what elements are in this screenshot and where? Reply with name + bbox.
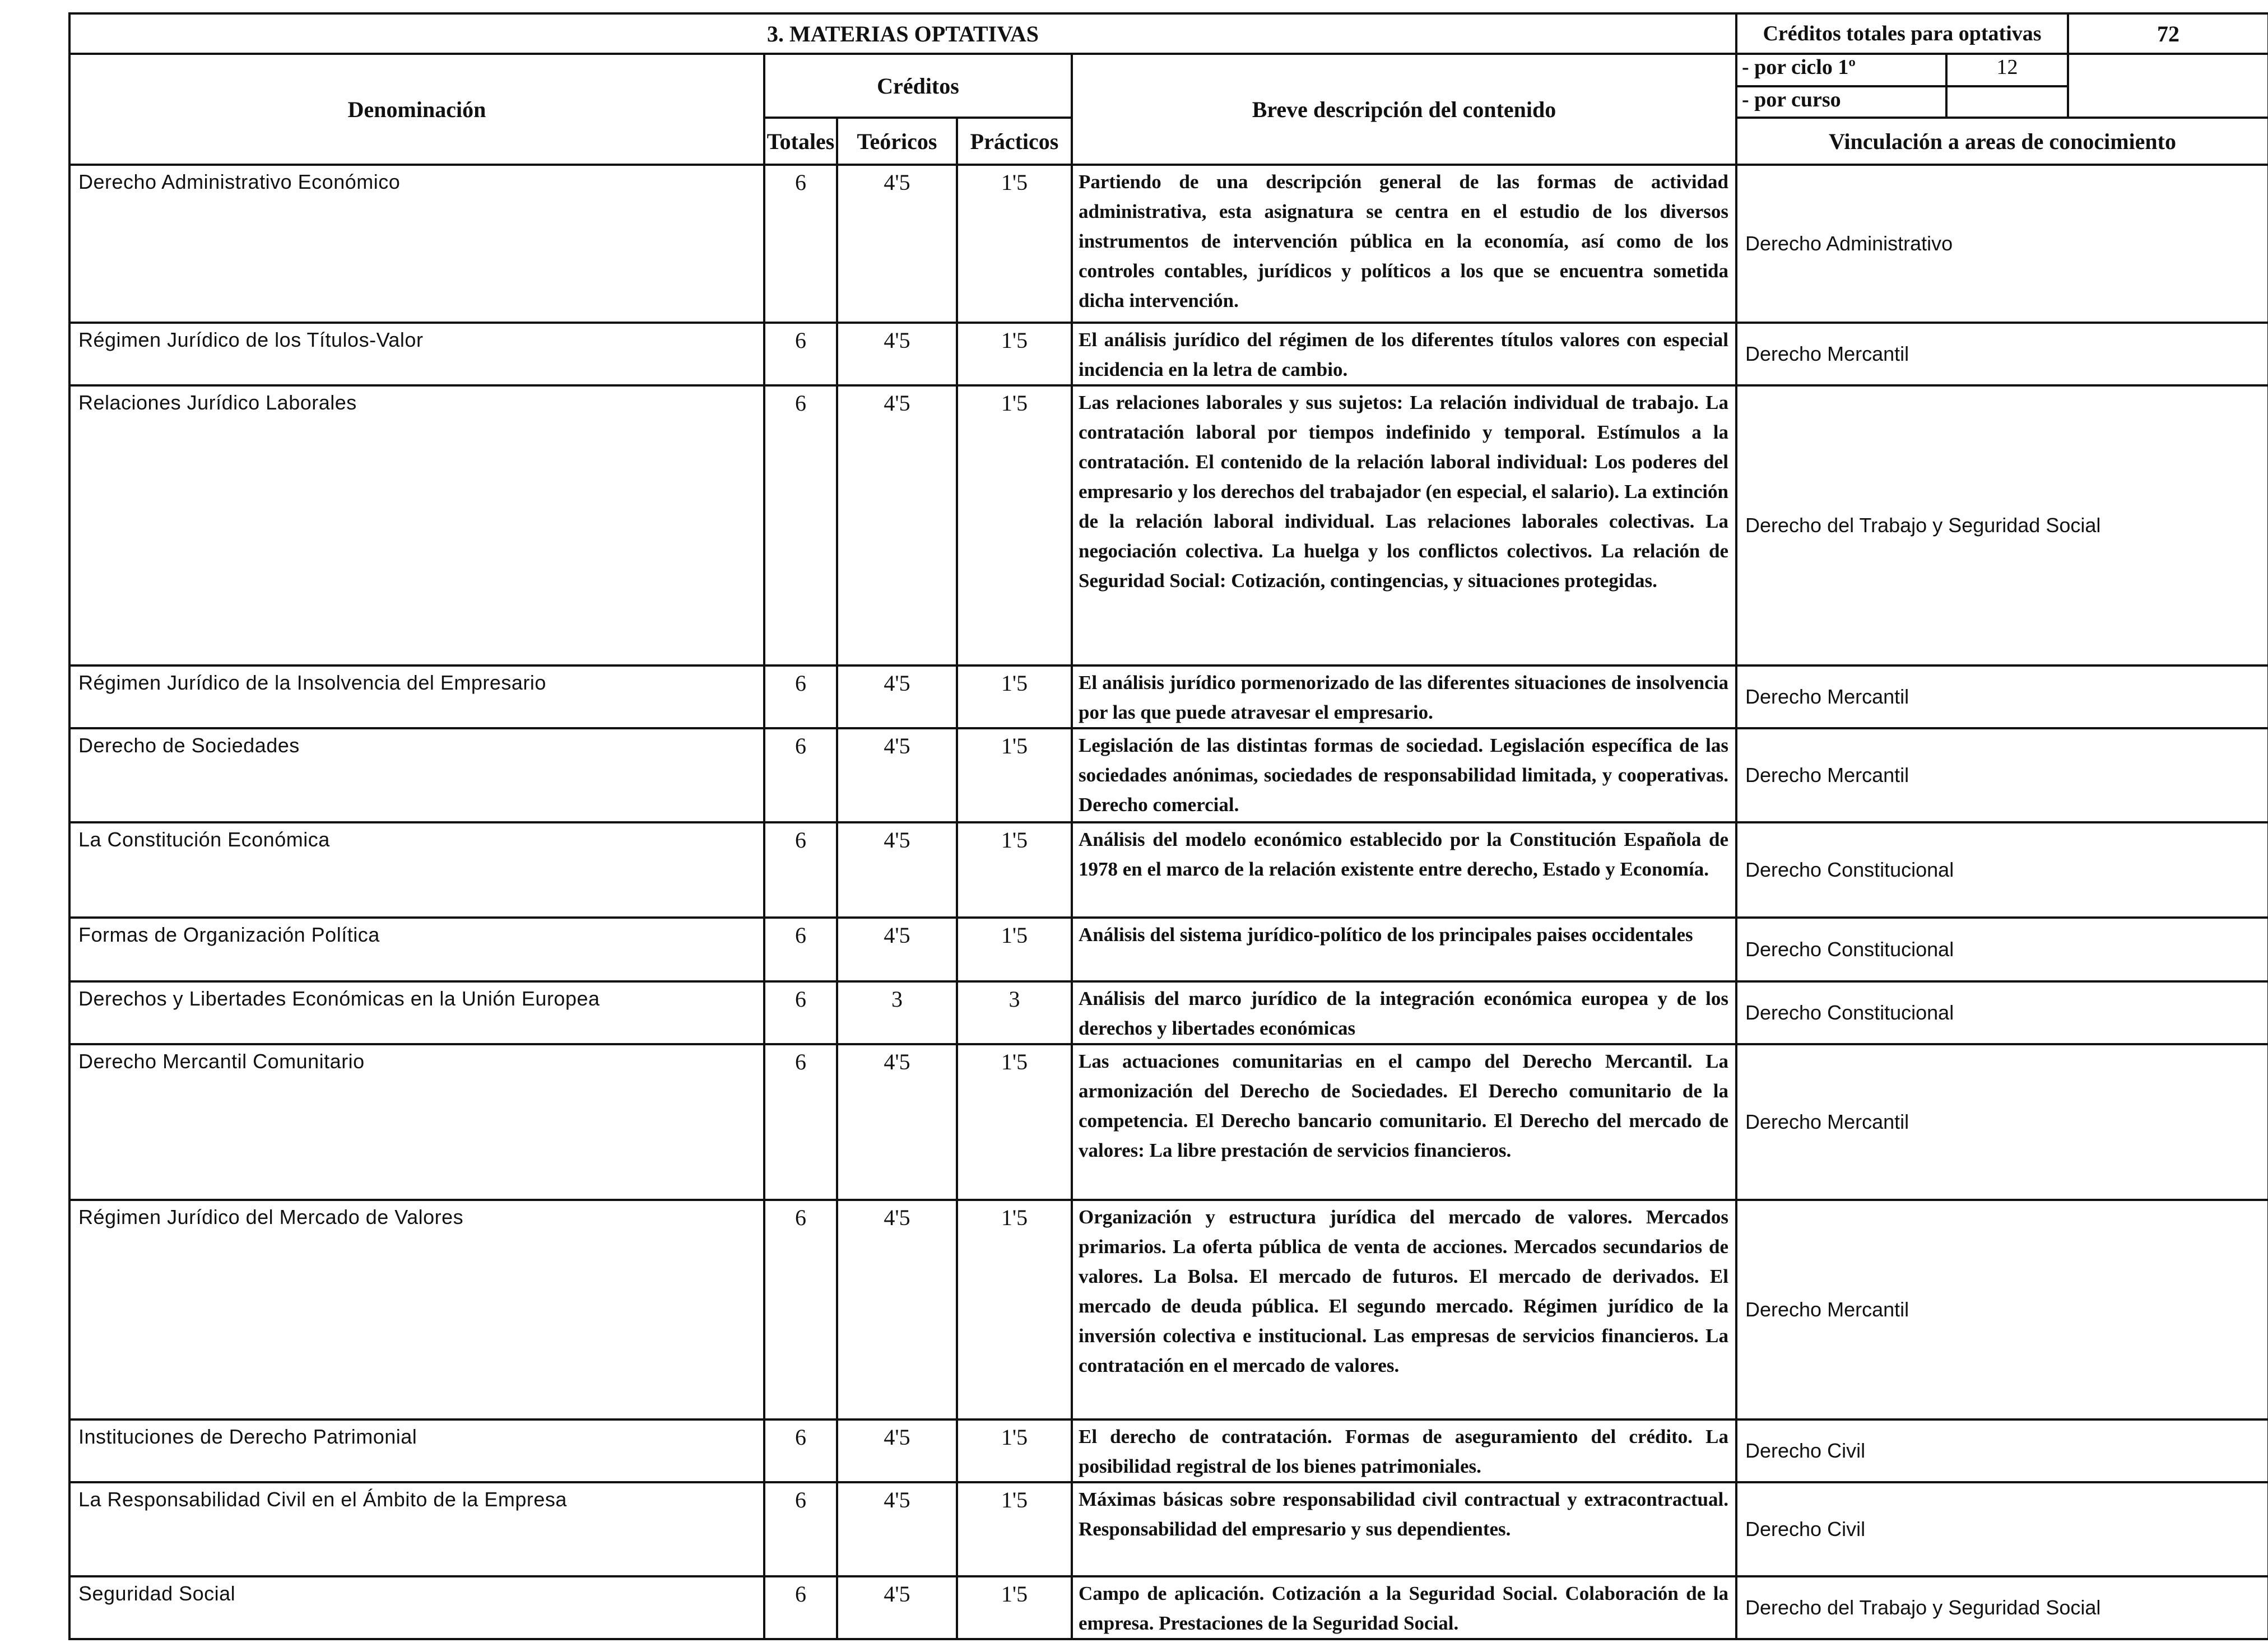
knowledge-area: Derecho Mercantil [1736,323,2268,385]
col-totales-header: Totales [764,118,837,165]
credits-teoricos: 4'5 [837,323,957,385]
credits-practicos: 1'5 [957,665,1072,728]
knowledge-area: Derecho Mercantil [1736,1044,2268,1200]
knowledge-area: Derecho Constitucional [1736,981,2268,1044]
subject-description: Partiendo de una descripción general de las formas de actividad administrativa, esta asignatura se centra en el estudio de los diversos instrumentos de intervención pública en la economía, así como de los controles contables, jurídicos y políticos a los que se encuentra sometida dicha intervención. [1072,165,1736,323]
subjects-body [69,165,2268,1639]
credits-teoricos: 3 [837,981,957,1044]
knowledge-area: Derecho Mercantil [1736,728,2268,822]
table-row [69,665,2268,728]
subject-description: Máximas básicas sobre responsabilidad civil contractual y extracontractual. Responsabilidad del empresario y sus dependientes. [1072,1482,1736,1576]
col-descripcion-header: Breve descripción del contenido [1072,54,1736,165]
credits-totales: 6 [764,665,837,728]
credits-totales: 6 [764,1576,837,1639]
subject-description: Legislación de las distintas formas de sociedad. Legislación específica de las sociedades anónimas, sociedades de responsabilidad limitada, y cooperativas. Derecho comercial. [1072,728,1736,822]
knowledge-area: Derecho del Trabajo y Seguridad Social [1736,1576,2268,1639]
total-credits-label: Créditos totales para optativas [1736,13,2068,54]
subject-name: Régimen Jurídico de los Títulos-Valor [69,323,764,385]
credits-teoricos: 4'5 [837,728,957,822]
subject-name: La Responsabilidad Civil en el Ámbito de la Empresa [69,1482,764,1576]
credits-practicos: 1'5 [957,1200,1072,1419]
col-denominacion-header: Denominación [69,54,764,165]
subject-description: El derecho de contratación. Formas de aseguramiento del crédito. La posibilidad registral de los bienes patrimoniales. [1072,1419,1736,1482]
subject-name: Instituciones de Derecho Patrimonial [69,1419,764,1482]
subject-name: Relaciones Jurídico Laborales [69,385,764,665]
subject-description: Organización y estructura jurídica del mercado de valores. Mercados primarios. La oferta pública de venta de acciones. Mercados secundarios de valores. La Bolsa. El mercado de futuros. El mercado de derivados. El mercado de deuda pública. El segundo mercado. Régimen jurídico de la inversión colectiva e institucional. Las empresas de servicios financieros. La contratación en el mercado de valores. [1072,1200,1736,1419]
knowledge-area: Derecho Constitucional [1736,822,2268,918]
subject-name: La Constitución Económica [69,822,764,918]
knowledge-area: Derecho del Trabajo y Seguridad Social [1736,385,2268,665]
optional-subjects-table [68,12,2268,1640]
credits-teoricos: 4'5 [837,1044,957,1200]
subject-description: Campo de aplicación. Cotización a la Seguridad Social. Colaboración de la empresa. Prestaciones de la Seguridad Social. [1072,1576,1736,1639]
credits-teoricos: 4'5 [837,1200,957,1419]
table-row [69,728,2268,822]
subject-name: Régimen Jurídico del Mercado de Valores [69,1200,764,1419]
por-curso-value [1946,86,2068,118]
credits-practicos: 3 [957,981,1072,1044]
credits-teoricos: 4'5 [837,1419,957,1482]
table-row [69,981,2268,1044]
table-row [69,1044,2268,1200]
subject-name: Derecho Mercantil Comunitario [69,1044,764,1200]
credits-totales: 6 [764,323,837,385]
subject-description: El análisis jurídico pormenorizado de las diferentes situaciones de insolvencia por las que puede atravesar el empresario. [1072,665,1736,728]
credits-totales: 6 [764,918,837,981]
credits-totales: 6 [764,1044,837,1200]
credits-practicos: 1'5 [957,1044,1072,1200]
knowledge-area: Derecho Civil [1736,1482,2268,1576]
credits-teoricos: 4'5 [837,1576,957,1639]
table-row [69,323,2268,385]
section-title: 3. MATERIAS OPTATIVAS [69,13,1736,54]
subject-description: Análisis del modelo económico establecido por la Constitución Española de 1978 en el marco de la relación existente entre derecho, Estado y Economía. [1072,822,1736,918]
total-credits-value: 72 [2068,13,2268,54]
credits-practicos: 1'5 [957,1482,1072,1576]
credits-practicos: 1'5 [957,323,1072,385]
table-row [69,385,2268,665]
knowledge-area: Derecho Mercantil [1736,665,2268,728]
credits-practicos: 1'5 [957,385,1072,665]
credits-practicos: 1'5 [957,165,1072,323]
subject-description: Análisis del sistema jurídico-político de los principales paises occidentales [1072,918,1736,981]
subject-description: El análisis jurídico del régimen de los diferentes títulos valores con especial incidencia en la letra de cambio. [1072,323,1736,385]
credits-totales: 6 [764,1200,837,1419]
credits-totales: 6 [764,385,837,665]
por-ciclo-value: 12 [1946,54,2068,86]
credits-practicos: 1'5 [957,1419,1072,1482]
subject-name: Formas de Organización Política [69,918,764,981]
optional-subjects-sheet [68,12,2267,1640]
credits-teoricos: 4'5 [837,665,957,728]
knowledge-area: Derecho Constitucional [1736,918,2268,981]
subject-description: Las actuaciones comunitarias en el campo del Derecho Mercantil. La armonización del Derecho de Sociedades. El Derecho comunitario de la competencia. El Derecho bancario comunitario. El Derecho del mercado de valores: La libre prestación de servicios financieros. [1072,1044,1736,1200]
col-teoricos-header: Teóricos [837,118,957,165]
credits-practicos: 1'5 [957,918,1072,981]
subject-name: Derecho de Sociedades [69,728,764,822]
credits-practicos: 1'5 [957,1576,1072,1639]
subject-name: Seguridad Social [69,1576,764,1639]
credits-totales: 6 [764,1482,837,1576]
credits-blank-cell [2068,54,2268,118]
table-row [69,1419,2268,1482]
credits-totales: 6 [764,1419,837,1482]
subject-name: Derechos y Libertades Económicas en la Unión Europea [69,981,764,1044]
por-curso-label: - por curso [1736,86,1946,118]
table-row [69,1576,2268,1639]
credits-teoricos: 4'5 [837,918,957,981]
col-vinculacion-header: Vinculación a areas de conocimiento [1736,118,2268,165]
credits-practicos: 1'5 [957,728,1072,822]
credits-teoricos: 4'5 [837,165,957,323]
col-practicos-header: Prácticos [957,118,1072,165]
credits-teoricos: 4'5 [837,822,957,918]
table-row [69,165,2268,323]
subject-name: Derecho Administrativo Económico [69,165,764,323]
subject-description: Análisis del marco jurídico de la integración económica europea y de los derechos y libertades económicas [1072,981,1736,1044]
subject-description: Las relaciones laborales y sus sujetos: La relación individual de trabajo. La contratación laboral por tiempos indefinido y temporal. Estímulos a la contratación. El contenido de la relación laboral individual: Los poderes del empresario y los derechos del trabajador (en especial, el salario). La extinción de la relación laboral individual. Las relaciones laborales colectivas. La negociación colectiva. La huelga y los conflictos colectivos. La relación de Seguridad Social: Cotización, contingencias, y situaciones protegidas. [1072,385,1736,665]
credits-totales: 6 [764,728,837,822]
table-row [69,1482,2268,1576]
knowledge-area: Derecho Civil [1736,1419,2268,1482]
credits-totales: 6 [764,981,837,1044]
por-ciclo-label: - por ciclo 1º [1736,54,1946,86]
credits-teoricos: 4'5 [837,385,957,665]
table-row [69,918,2268,981]
table-row [69,1200,2268,1419]
col-creditos-header: Créditos [764,54,1072,118]
subject-name: Régimen Jurídico de la Insolvencia del Empresario [69,665,764,728]
knowledge-area: Derecho Mercantil [1736,1200,2268,1419]
knowledge-area: Derecho Administrativo [1736,165,2268,323]
credits-totales: 6 [764,822,837,918]
table-row [69,822,2268,918]
credits-practicos: 1'5 [957,822,1072,918]
credits-totales: 6 [764,165,837,323]
credits-teoricos: 4'5 [837,1482,957,1576]
